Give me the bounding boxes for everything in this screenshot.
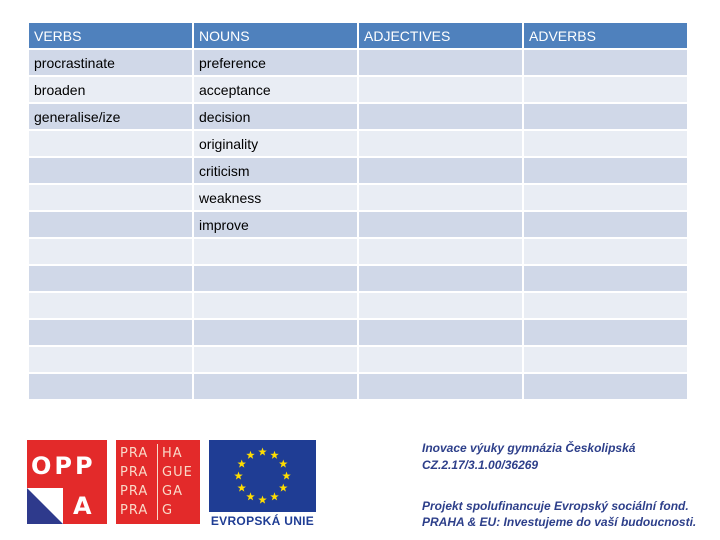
cell-verbs: procrastinate — [29, 50, 192, 75]
cell-adverbs — [524, 212, 687, 237]
project-code: CZ.2.17/3.1.00/36269 — [422, 458, 539, 472]
cell-adverbs — [524, 374, 687, 399]
cell-nouns — [194, 293, 357, 318]
cell-verbs: generalise/ize — [29, 104, 192, 129]
table-row — [29, 104, 687, 129]
eu-star — [237, 484, 246, 492]
cell-verbs — [29, 347, 192, 372]
eu-stars — [209, 440, 316, 512]
table-row — [29, 158, 687, 183]
eu-star — [237, 460, 246, 468]
praha-logo-text: PRA — [120, 465, 149, 480]
oppa-logo-top: OPP — [31, 452, 96, 480]
table-row — [29, 293, 687, 318]
eu-star — [270, 451, 279, 459]
eu-star — [258, 496, 267, 504]
table-row — [29, 185, 687, 210]
praha-logo-text: PRA — [120, 503, 149, 518]
praha-logo-text: HA — [162, 446, 183, 461]
cell-adjectives — [359, 239, 522, 264]
cell-adverbs — [524, 266, 687, 291]
funding-slogan: PRAHA & EU: Investujeme do vaší budoucnosti. — [422, 515, 697, 529]
cell-adjectives — [359, 293, 522, 318]
praha-logo-text: GUE — [162, 465, 193, 480]
table-row — [29, 212, 687, 237]
cell-adverbs — [524, 50, 687, 75]
header-adverbs: ADVERBS — [524, 23, 687, 48]
praha-logo — [116, 440, 200, 524]
cell-nouns: improve — [194, 212, 357, 237]
cell-nouns: criticism — [194, 158, 357, 183]
eu-star — [279, 484, 288, 492]
cell-adjectives — [359, 266, 522, 291]
cell-adjectives — [359, 77, 522, 102]
eu-star — [282, 472, 291, 480]
praha-logo-text: G — [162, 503, 174, 518]
cell-adverbs — [524, 293, 687, 318]
header-adjectives: ADJECTIVES — [359, 23, 522, 48]
footer — [0, 434, 720, 540]
cell-adjectives — [359, 212, 522, 237]
table-row — [29, 131, 687, 156]
cell-adjectives — [359, 50, 522, 75]
table-header-row — [29, 23, 687, 48]
cell-adverbs — [524, 239, 687, 264]
cell-verbs: broaden — [29, 77, 192, 102]
table-body — [29, 50, 687, 399]
table-row — [29, 374, 687, 399]
cell-adjectives — [359, 347, 522, 372]
cell-adjectives — [359, 374, 522, 399]
cell-nouns: weakness — [194, 185, 357, 210]
cell-adverbs — [524, 104, 687, 129]
eu-star — [246, 492, 255, 500]
eu-star — [270, 492, 279, 500]
eu-star — [234, 472, 243, 480]
eu-star — [279, 460, 288, 468]
cell-nouns: acceptance — [194, 77, 357, 102]
praha-logo-text: PRA — [120, 446, 149, 461]
cell-adverbs — [524, 347, 687, 372]
project-name: Inovace výuky gymnázia Českolipská — [422, 441, 636, 455]
praha-logo-text: GA — [162, 484, 183, 499]
table-row — [29, 239, 687, 264]
table-row — [29, 347, 687, 372]
cell-verbs — [29, 212, 192, 237]
cell-adjectives — [359, 320, 522, 345]
cell-nouns — [194, 239, 357, 264]
cell-adverbs — [524, 158, 687, 183]
cell-nouns: preference — [194, 50, 357, 75]
cell-nouns: decision — [194, 104, 357, 129]
word-forms-table — [27, 21, 689, 401]
cell-verbs — [29, 158, 192, 183]
eu-star — [258, 448, 267, 456]
oppa-logo — [27, 440, 107, 524]
praha-logo-text: PRA — [120, 484, 149, 499]
cell-adjectives — [359, 158, 522, 183]
cell-nouns: originality — [194, 131, 357, 156]
cell-adverbs — [524, 320, 687, 345]
cell-verbs — [29, 374, 192, 399]
eu-star — [246, 451, 255, 459]
cell-verbs — [29, 185, 192, 210]
table-row — [29, 320, 687, 345]
cell-verbs — [29, 320, 192, 345]
cell-verbs — [29, 131, 192, 156]
cell-adverbs — [524, 131, 687, 156]
table-row — [29, 50, 687, 75]
cell-verbs — [29, 239, 192, 264]
praha-logo-divider — [157, 444, 158, 520]
eu-flag — [209, 440, 316, 512]
cell-adjectives — [359, 185, 522, 210]
eu-label: EVROPSKÁ UNIE — [210, 514, 315, 528]
header-verbs: VERBS — [29, 23, 192, 48]
cell-nouns — [194, 266, 357, 291]
cell-adjectives — [359, 131, 522, 156]
cell-nouns — [194, 347, 357, 372]
table-row — [29, 266, 687, 291]
cell-adverbs — [524, 185, 687, 210]
cell-nouns — [194, 374, 357, 399]
cell-verbs — [29, 266, 192, 291]
cell-adjectives — [359, 104, 522, 129]
oppa-logo-bottom: A — [73, 492, 95, 520]
funding-note: Projekt spolufinancuje Evropský sociální fond. — [422, 499, 689, 513]
cell-nouns — [194, 320, 357, 345]
cell-verbs — [29, 293, 192, 318]
header-nouns: NOUNS — [194, 23, 357, 48]
cell-adverbs — [524, 77, 687, 102]
table-row — [29, 77, 687, 102]
